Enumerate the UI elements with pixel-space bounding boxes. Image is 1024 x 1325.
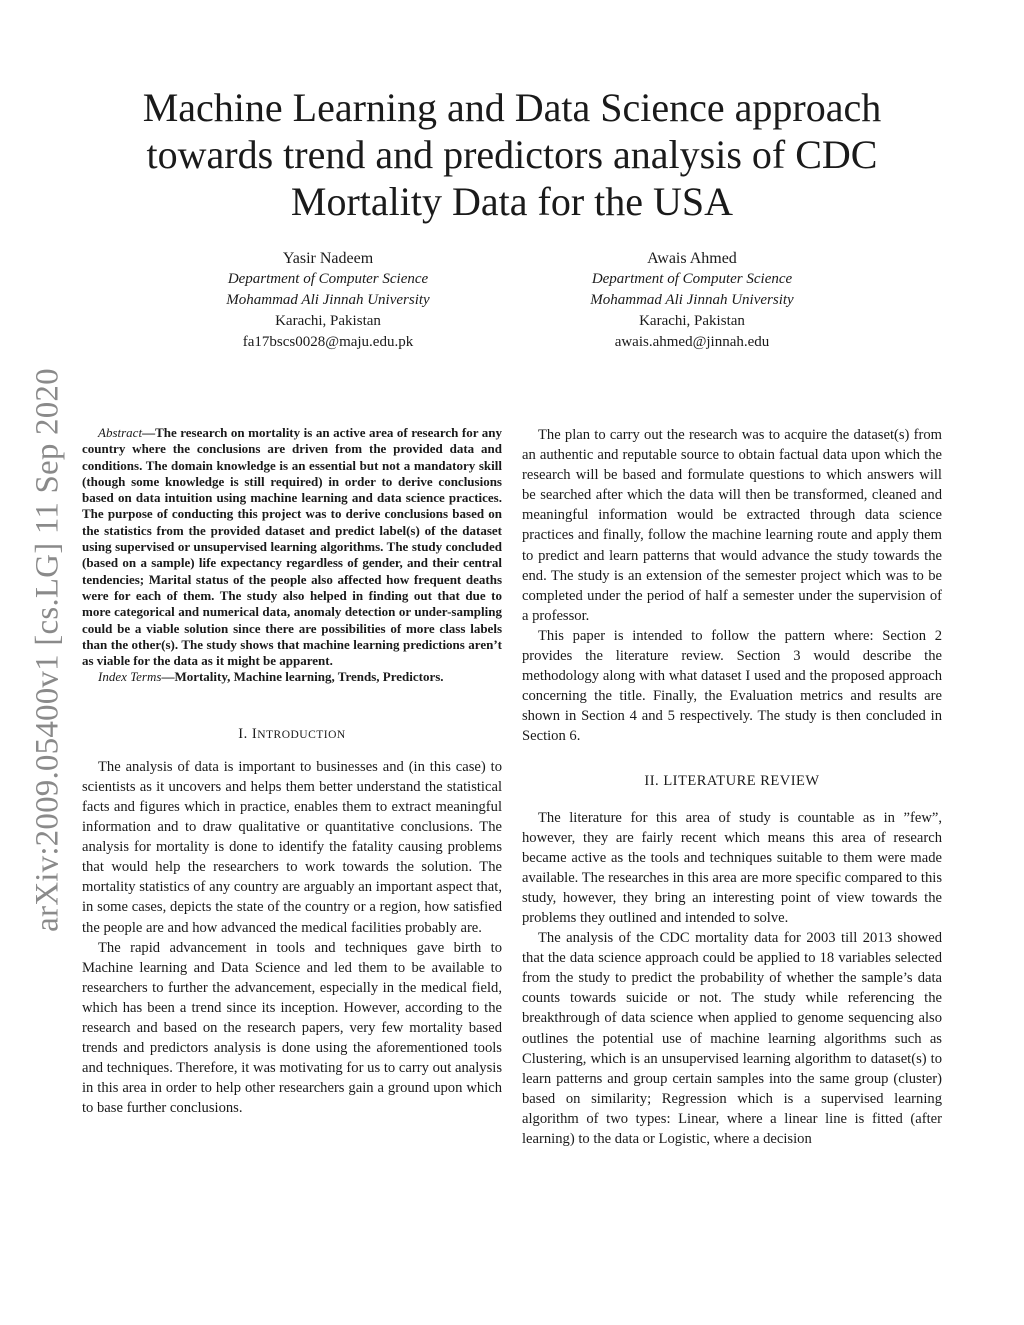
abstract (82, 425, 502, 669)
section-heading-introduction (82, 726, 502, 743)
section-title-first-letter: I (251, 725, 258, 742)
arxiv-identifier: arXiv:2009.05400v1 [cs.LG] 11 Sep 2020 (29, 368, 66, 932)
index-terms (82, 669, 502, 685)
left-column (82, 425, 502, 1118)
index-terms-label: Index Terms (98, 669, 162, 685)
intro-paragraph: The plan to carry out the research was to acquire the dataset(s) from an authentic and reputable source to obtain factual data upon which the research will be based and formulate questions to which answers will be searched after which the data will then be transformed, cleaned and meaningful information would be extracted through data science practices and finally, follow the machine learning route and apply them to predict and learn patterns that would advance the study towards the end. The study is an extension of the semester project which was to be completed under the period of half a semester under the supervision of a professor. (522, 427, 942, 624)
abstract-text: —The research on mortality is an active area of research for any country where the conclusions are driven from the provided data and conditions. The domain knowledge is an essential but not a mandatory skill (though some knowledge is still required) in order to derive conclusions based on data intuition using machine learning and data science practices. The purpose of conducting this project was to derive conclusions based on the statistics from the provided dataset and predict label(s) of the dataset using supervised or unsupervised learning algorithms. The study concluded (based on a sample) life expectancy regardless of gender, and their central tendencies; Marital status of the people also affected how frequent deaths were for each of them. The study also helped in finding out that due to more categorical and numerical data, anomaly detection or under-sampling could be a viable solution since there are possibilities of more class labels than the other(s). The study shows that machine learning predictions aren’t as viable for the data as it might be apparent. (82, 425, 502, 669)
author-email: fa17bscs0028@maju.edu.pk (242, 334, 414, 350)
section-title: LITERATURE REVIEW (663, 772, 820, 789)
author-name: Yasir Nadeem (282, 250, 374, 267)
author-email: awais.ahmed@jinnah.edu (614, 334, 770, 350)
author-block-1 (148, 248, 508, 353)
intro-paragraph: This paper is intended to follow the pattern where: Section 2 provides the literature review. Section 3 would describe the methodology along with what dataset I used and the proposed approach concerning the title. Finally, the Evaluation metrics and results are shown in Section 4 and 5 respectively. The study is then concluded in Section 6. (522, 627, 942, 745)
author-university: Mohammad Ali Jinnah University (590, 292, 794, 308)
section-heading-literature-review (522, 773, 942, 790)
author-name: Awais Ahmed (647, 250, 737, 267)
right-column (522, 425, 942, 1149)
intro-paragraph: The analysis of data is important to businesses and (in this case) to scientists as it uncovers and helps them better understand the statistical facts and figures which in practice, enables them to extract meaningful information and to draw qualitative or quantitative conclusions. The analysis for mortality is done to identify the fatality causing problems that would help the researchers to work towards the solution. The mortality statistics of any country are arguably an important aspect that, in some cases, depicts the state of the country or a region, how satisfied the people are and how advanced the medical facilities probably are. (82, 758, 502, 936)
author-department: Department of Computer Science (227, 271, 429, 287)
abstract-label: Abstract (98, 425, 143, 440)
author-university: Mohammad Ali Jinnah University (226, 292, 430, 308)
literature-paragraph: The analysis of the CDC mortality data for 2003 till 2013 showed that the data science approach could be applied to 18 variables selected from the study to predict the probability of whether the sample’s data counts towards suicide or not. The study while referencing the breakthrough of data science when applied to genome sequencing also outlines the potential use of machine learning algorithms such as Clustering, which is an unsupervised learning algorithm to dataset(s) to learn patterns and group certain samples into the same group (cluster) based on similarity; Regression which is a supervised learning algorithm of two types: Linear, where a linear line is fitted (after learning) to the data or Logistic, where a decision (522, 930, 942, 1147)
literature-paragraph: The literature for this area of study is countable as in ”few”, however, they are fairly recent which means this area of research became active as the tools and techniques suitable to them were made available. The researches in this area are more specific compared to this study, however, they bring an interesting point of view towards the problems they outlined and intended to solve. (522, 809, 942, 926)
section-number: I. (238, 725, 248, 742)
paper-title: Machine Learning and Data Science approach towards trend and predictors analysis of CDC Mortality Data for the USA (142, 85, 882, 224)
section-title-rest: NTRODUCTION (257, 728, 346, 741)
index-terms-text: —Mortality, Machine learning, Trends, Predictors. (161, 669, 444, 685)
author-department: Department of Computer Science (591, 271, 793, 287)
intro-paragraph: The rapid advancement in tools and techniques gave birth to Machine learning and Data Science and led them to be available to researchers to further the advancement, especially in the medical field, which has been a trend since its inception. However, according to the research and based on the research papers, very few mortality based trends and predictors analysis is done using the aforementioned tools and techniques. Therefore, it was motivating for us to carry out analysis in this area in order to help other researchers gain a ground upon which to base further conclusions. (82, 939, 502, 1117)
author-block-2 (512, 248, 872, 353)
author-location: Karachi, Pakistan (639, 313, 745, 329)
author-location: Karachi, Pakistan (275, 313, 381, 329)
section-number: II. (644, 772, 660, 789)
